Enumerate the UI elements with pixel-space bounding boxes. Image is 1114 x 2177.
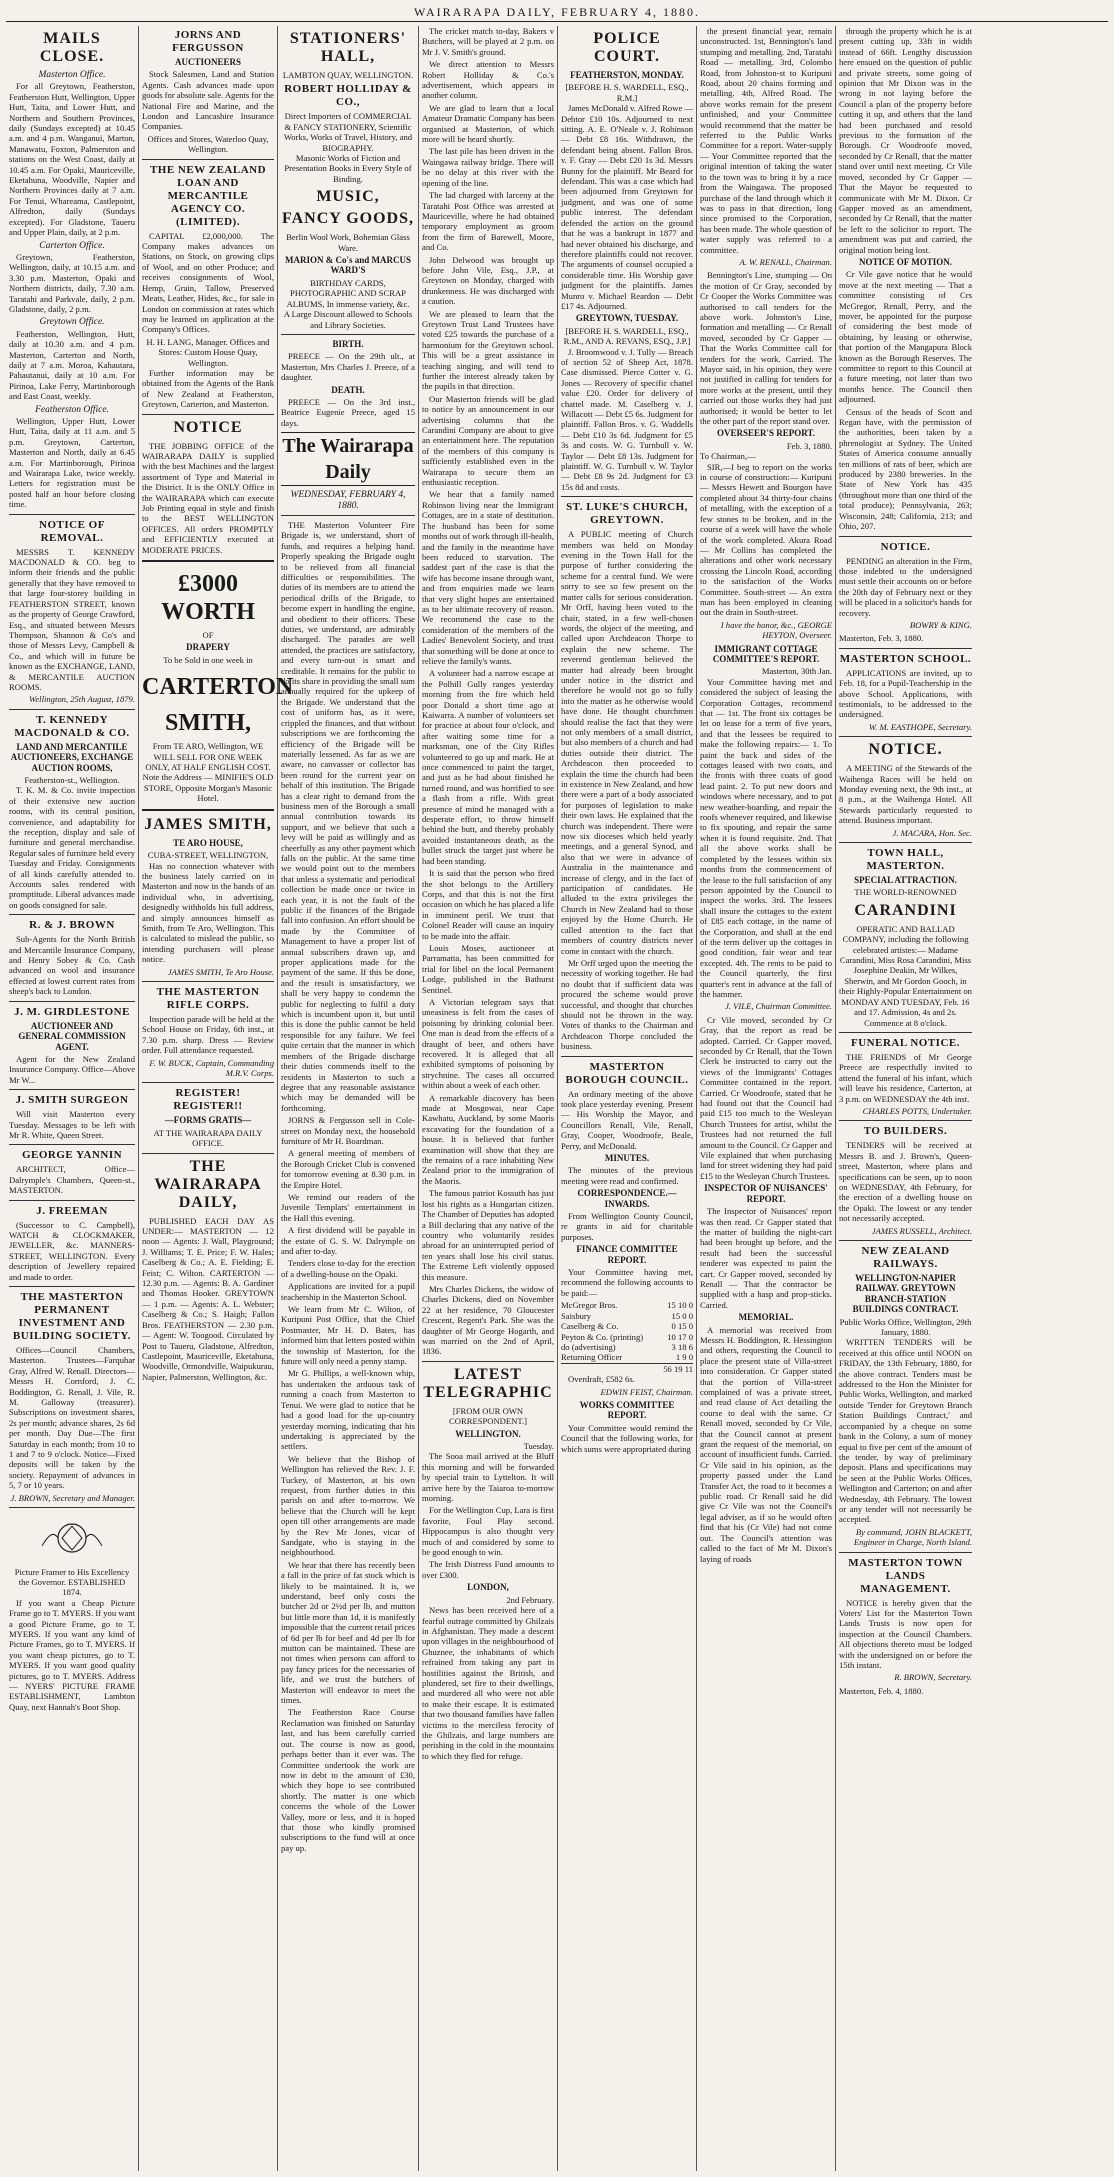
works-text: Your Committee would remind the Council that the following works, for which sums were appropriated during [561,1422,693,1454]
local-item: Tenders close to-day for the erection of a dwelling-house on the Opaki. [281,1258,415,1279]
carterton-mails-text: Greytown, Featherston, Wellington, daily, at 10.15 a.m. and 3.30 p.m. Masterton, Opaki and Northern districts, daily, 7.30 a.m. Taratahi and Parkvale, daily, 2 p.m. Gladstone, daily, 2 p.m. [9,251,135,314]
jorns-text: Stock Salesmen, Land and Station Agents. Cash advances made upon goods for absolute sale. Agents for the National Fire and Marine, and the London and Lancashire Insurance Companies. [142,69,274,132]
borough-council-heading: MASTERTON BOROUGH COUNCIL. [565,1060,689,1086]
nuisance-heading: INSPECTOR OF NUISANCES' REPORT. [704,1183,828,1204]
local-item: A Victorian telegram says that uneasiness is felt from the cases of poisoning by drinking colonial beer. One man is dead from the effects of a draught of beer, and others have recovered. It is alleged that all exhibited symptoms of poisoning by strychnine. The cases all occurred within about a week of each other. [422,996,554,1091]
building-society-text: Offices—Council Chambers, Masterton. Trustees—Farquhar Gray, Alfred W. Renall. Directors—Messrs H. Cornford, J. C. Boddington, G. Renall, J. Vile, R. M. Galloway (treasurer). Subscriptions on investment shares, 2s per month; advance shares, 2s 6d per month. Day Due—The first Saturday in each month; from 10 to 1 and 7 to 9 o'clock. Notice—Fixed deposits will be taken by the society. Repayment of advances in 5, 7 or 10 years. [9,1345,135,1491]
local-item: We are pleased to learn that the Greytown Trust Land Trustees have voted £25 towards the purchase of a harmonium for the Greytown school. This will be a great assistance in teaching singing, and will tend to further the interest already taken by the pupils in that direction. [422,308,554,392]
divider [9,709,135,710]
telegraphic-day: Tuesday. [523,1441,554,1451]
greytown-before: [BEFORE H. S. WARDELL, ESQ., R.M., AND A. REVANS, ESQ., J.P.] [563,325,691,347]
divider [9,1200,135,1201]
featherston-court-heading: FEATHERSTON, MONDAY. [570,70,684,80]
finance-heading: FINANCE COMMITTEE REPORT. [576,1244,678,1265]
featherston-before: [BEFORE H. S. WARDELL, ESQ., R.M.] [565,82,689,103]
carandini-text: OPERATIC AND BALLAD COMPANY, including the following celebrated artistes:— Madame Carandini, Miss Rosa Carandini, Miss Josephine Deakin, Mr Wilkes, Sherwin, and Mr Gordon Gooch, in their Highly-Popular Entertainment on MONDAY AND TUESDAY, Feb. 16 and 17. Admission, 4s and 2s. Commence at 8 o'clock. [839,923,972,1028]
school-heading: MASTERTON SCHOOL. [839,652,972,665]
girdlestone-text: Agent for the New Zealand Insurance Company. Office—Above Mr W... [9,1053,136,1085]
firm-notice-heading: NOTICE. [880,540,931,553]
local-item: Applications are invited for a pupil teachership in the Masterton School. [281,1281,415,1302]
finance-total: 56 19 11 [561,1363,693,1374]
removal-signature: Wellington, 25th August, 1879. [29,694,135,705]
overseer-date: Feb. 3, 1880. [786,440,832,451]
nzloan-text: CAPITAL £2,000,000. The Company makes advances on Stations, on Stock, on growing clips of Wool, and on other Produce; and receives consignments of Wool, Hemp, Grain, Tallow, Preserved Meats, Leather, Hides, &c., for sale in London on commission at rates which may be learned on application at the Company's Offices. [142,230,274,335]
birth-text: PREECE — On the 29th ult., at Masterton, Mrs Charles J. Preece, of a daughter. [281,351,415,383]
smith-heading: SMITH, [164,710,251,737]
greytown-court-text: J. Broomwood v. J. Tully — Breach of section 52 of Sheep Act, 1878. Case dismissed. Pierce Cotter v. G. Jones — Recovery of specific chattel value £20. Order for delivery of chattel made. M. Caselberg v. J. Willacott — Debt £5 6s. Judgment for plaintiff. Fallon Bros. v. G. Waddells — Debt £10 3s 6d. Judgment for £5 3s and costs. W. G. Turnbull v. W. Taylor — Debt £8 13s. Judgment for plaintiff. W. G. Turnbull v. W. Taylor — Debt £8 9s 2d. Judgment for £3 15s 8d and costs. [561,346,693,492]
building-society-signature: J. BROWN, Secretary and Manager. [10,1492,135,1503]
divider [839,536,972,537]
kennedy-subheading: LAND AND MERCANTILE AUCTIONEERS, EXCHANGE AUCTION ROOMS, [10,741,134,773]
local-item: Our Masterton friends will be glad to notice by an announcement in our advertising columns that the Carandini Company are about to give an entertainment here. The reputation of the members of this company is sufficiently established even in the Wairarapa to secure them an enthusiastic reception. [422,393,554,488]
telegraphic-text: News has been received here of a fearful outrage committed by Ghilzais in Afghanistan. They made a descent upon villages in the neighbourhood of Ghuznee, the inhabitants of which refrained from taking any part in hostilities against the British, and plundered, set fire to their dwellings, and murdered all who were not able to make their escape. It is estimated that two thousand families have fallen victims to the merciless ferocity of the Ghilzais, and large numbers are perishing in the cold in the mountains to which they fled for refuge. [422,1605,554,1761]
divider [9,1144,135,1145]
local-item: We direct attention to Messrs Robert Holliday & Co.'s advertisement, which appears in another column. [422,59,554,101]
mails-heading: MAILS CLOSE. [39,30,105,65]
finance-overdraft: Overdraft, £582 6s. [568,1374,635,1385]
correspondence-text: From Wellington County Council, re grants in aid for charitable purposes. [561,1211,693,1242]
council-continued: through the property which he is at present cutting up, 33ft in width instead of 66ft. Lengthy discussion here ensued on the question of public and private streets, some going of opinion that Mr Dixon was in the wrong in not laying before the Council a plan of the property before cutting it up, and others that the land had been purchased and resold previous to the formation of the Borough. Cr Woodroofe moved, seconded by Cr Renall, that the matter stand over until next meeting. Cr Vile moved, seconded by Cr Gapper — That the Mayor be requested to communicate with Mr M. Dixon. Cr Gapper moved as an amendment, seconded by Cr Renall, that the matter be left to the solicitor to report. The amendment was put and carried, the original motion being lost. [839,26,972,255]
column-2 [139,26,294,2171]
divider [142,1153,274,1154]
worth-sold: To be Sold in one week in [163,654,253,665]
columns [6,26,1108,2171]
kennedy-heading: T. KENNEDY MACDONALD & CO. [14,713,130,739]
cottage-discussion: Cr Vile moved, seconded by Cr Gray, that the report as read be adopted. Carried. Cr Gapper moved, seconded by Cr Renall, that the Town Clerk be instructed to carry out the views of the Immigrants' Cottages Committee contained in the report. Carried. Cr Woodroofe, stated that he had found out that the Council had paid £15 too much to the Wesleyan Church Trustees for artist, whilst the Trustees had not returned the full amount to the Council. Cr Gapper and Vile explained that when purchasing land for street widening they had paid £15 to the Wesleyan Church Trustees. [700,1014,832,1181]
featherston-court-text: James McDonald v. Alfred Rowe — Debtor £10 10s. Adjourned to next sitting. A. E. O'Neale v. J. Robinson — Debt £8 16s. Withdrawn, the defendant being absent. Fallon Bros. v. F. Gray — Debt £20 1s 3d. Messrs Bunny for the plaintiff. Mr Beard for defendant. This was a case which had been adjourned from Greytown for judgment, and was one of some public interest. The defendant defended the action on the ground that he was a bankrupt in 1877 and had never obtained his discharge, and therefore plaintiffs could not recover. The arguments of counsel occupied a considerable time. His Worship gave judgment for the plaintiffs. James Munro v. Michael Reardon — Debt £17 4s. Adjourned. [561,103,693,311]
nuisance-text: The Inspector of Nuisances' report was then read. Cr Gapper stated that the matter of building the night-cart had been brought up before, and the result had been the successful tenderer was expected to paint the cart. Cr Gapper moved, seconded by Renall — That the contractor be supplied with a hasp and prop-sticks. Carried. [700,1206,832,1310]
smith-address: Note the Address — MINIFIE'S OLD STORE, Opposite Morgan's Masonic Hotel. [142,772,274,804]
divider [839,842,972,843]
divider [561,496,693,497]
telegraphic-heading: LATEST TELEGRAPHIC [423,1365,553,1401]
finance-row: Peyton & Co. (printing) 10 17 0 [561,1331,693,1342]
works-signature: A. W. RENALL, Chairman. [739,256,832,267]
newspaper-title: The Wairarapa Daily [281,432,415,486]
greytown-mails-text: Featherston, Wellington, Hutt, daily at 10.30 a.m. and 4 p.m. Masterton, Carterton and North, daily at 7 a.m. Moroa, Kahautara, Pahautanui, daily at 10 a.m. For Pirinoa, Lake Ferry, Martinborough and East Coast, weekly. [9,328,135,402]
local-item: The famous patriot Kossuth has just lost his rights as a Hungarian citizen. The Chamber of Deputies has adopted a Bill declaring that any native of the country who voluntarily resides abroad for an uninterrupted period of ten years shall lose his civil status. The Extreme Left violently opposed this measure. [422,1188,554,1282]
divider [9,1001,135,1002]
brown-text: Sub-Agents for the North British and Mercantile Insurance Company, and Henry Sobey & Co. Cash advanced on wool and insurance effected at lowest current rates from sheep's back to London. [9,934,135,997]
yannin-heading: GEORGE YANNIN [21,1149,123,1162]
carterton-heading: CARTERTON [142,674,294,701]
stationers-subheading: LAMBTON QUAY, WELLINGTON. [282,70,414,80]
town-lands-heading: MASTERTON TOWN LANDS MANAGEMENT. [848,1556,963,1595]
local-item: We hear that there has recently been a fall in the price of fat stock which is likely to be maintained. It is, we understand, beef only costs the butcher 2d or 2½d per lb, and mutton but little more than 1d, it is manifestly impossible that the current retail prices of 6d per lb for beef and 4d per lb for mutton can be maintained. These are not times when persons can afford to pay fancy prices for the necessaries of life, and we trust the butchers of Masterton will endeavor to meet the times. [281,1559,415,1706]
railways-signature: By command, JOHN BLACKETT, Engineer in Charge, North Island. [853,1526,972,1548]
divider [9,1507,135,1508]
builders-text: TENDERS will be received at Messrs B. and J. Brown's, Queen-street, Masterton, where plans and specifications can be seen, up to noon on WEDNESDAY, 4th February, for the erection of a dwelling house on the Opaki. The lowest or any tender not necessarily accepted. [839,1140,972,1224]
fancy-goods-heading: FANCY GOODS, [282,210,414,228]
carterton-office-heading: Carterton Office. [39,240,105,251]
telegraphic-text: The Irish Distress Fund amounts to over £300. [422,1559,554,1580]
james-smith-heading: JAMES SMITH, [144,815,272,833]
brown-heading: R. & J. BROWN [29,919,115,932]
holliday-subheading: Direct Importers of COMMERCIAL & FANCY STATIONERY, Scientific Works, Works of Travel, History, and BIOGRAPHY. [283,111,413,153]
royal-crest-icon [9,1516,135,1560]
nzloan-signature: H. H. LANG, Manager. Offices and Stores: Custom House Quay, Wellington. [146,336,270,368]
removal-heading: NOTICE OF REMOVAL. [39,518,105,544]
divider [422,1361,554,1362]
yannin-text: ARCHITECT, Office—Dalrymple's Chambers, Queen-st., MASTERTON. [9,1164,135,1196]
cuba-signature: JAMES SMITH, Te Aro House. [167,966,274,977]
column-4 [419,26,558,2171]
greytown-office-heading: Greytown Office. [39,317,105,328]
stewards-notice-heading: NOTICE. [868,741,943,759]
divider [839,648,972,649]
picture-framer-text: Picture Framer to His Excellency the Governor. ESTABLISHED 1874. [14,1566,130,1598]
school-signature: W. M. EASTHOPE, Secretary. [868,721,972,732]
telegraphic-text: For the Wellington Cup, Lara is first favorite, Foul Play second. Hippocampus is also thought very much of and considered by some to be good enough to win. [422,1505,554,1558]
smith-surgeon-text: Will visit Masterton every Tuesday. Messages to be left with Mr R. White, Queen Street. [9,1109,135,1140]
cottage-date: Masterton, 30th Jan. [761,666,832,677]
birth-heading: BIRTH. [332,338,364,349]
column-6 [697,26,836,2171]
funeral-text: THE FRIENDS of Mr George Preece are respectfully invited to attend the funeral of his infant, which will leave his residence, Carterton, at 3 p.m. on WEDNESDAY the 4th inst. [839,1051,972,1104]
works-discussion: Bennington's Line, stumping — On the motion of Cr Gray, seconded by Cr Cooper the Works Committee was authorised to call tenders for the above work. Johnston's Line, formation and metalling — Cr Renall moved, seconded by Cr Gapper — That the Works Committee call for tenders for the work. Carried. The Mayor said, in his opinion, they were not justified in calling for tenders for more works at the present, until they carried out those works they had just authorised; it would be better to let the other part of the report stand over. [700,270,832,427]
divider [839,1120,972,1121]
column-1 [6,26,139,2171]
telegraphic-text: The Sooa mail arrived at the Bluff this morning and will be forwarded by special train to Lyttelton. It will arrive here by the Taiaroa to-morrow morning. [422,1451,554,1504]
local-item: We believe that the Bishop of Wellington has relieved the Rev. J. F. Tuckey, of Masterton, at his own request, from further duties in this parish on and after to-morrow. We believe that the Church will be kept open till other arrangements are made by the Rev Mr Jones, vicar of Sandgate, who is staying in the neighbourhood. [281,1453,415,1558]
notice-of-motion-text: Cr Vile gave notice that he would move at the next meeting — That a committee consisting of Crs McGregor, Renall, Perry, and the mover, be appointed for the purpose of considering the best mode of obtaining, by leasing or otherwise, that portion of the Mangapura Block known as the Borough Reserves. The committee to report to this Council at a future meeting, not later than two months hence. The Council then adjourned. [839,269,972,405]
editorial-text: THE Masterton Volunteer Fire Brigade is, we understand, short of funds, and requires a helping hand. Properly speaking the Brigade ought to be relieved from all financial difficulties or responsibilities. The duties of its members are to attend the periodical drills of the Brigade, to become expert in handling the engine, and obedient to their officers. These duties, we understand, are admirably discharged. The parades are well attended, the practices are satisfactory, and every turn-out is smart and creditable. It remains for the public to do its share in providing the small sum annually required for the upkeep of the Brigade. We understand that the cost of uniform has, as it were, crippled the finances, and that without subscriptions we are forthcoming the efficiency of the Brigade will be materially lessened. As far as we are aware, no canvasser or collector has been round for the current year on behalf of this institution. The Brigade has a clear right to demand from the business men of the Borough a small annual contribution towards its support, and we believe that such a levy will be paid as willingly and as cheerfully as any other payment which falls on the public. At the same time we would point out to the members that unless a systematic and periodical collection be made once or twice in each year, it is not the fault of the public if the finances of the Brigade fall into confusion. An effort should be made by the Committee of Management to have a proper list of annual subscribers drawn up, and proper applications made for the payment of the same. If this be done, and the result is unsatisfactory, we shall be very happy to condemn the public for neglecting to fulfil a duty which is incumbent upon it, but until this is done the public cannot be held responsible for any failure. We feel quite certain that the manner in which members of the Brigade discharge their duties commends itself to the residents in Masterton to such a degree that any reasonable assistance which may be demanded will be forthcoming. [281,519,415,1113]
rifle-heading: THE MASTERTON RIFLE CORPS. [156,985,260,1011]
marion-footer: A Large Discount allowed to Schools and Library Societies. [283,309,413,330]
removal-text: MESSRS T. KENNEDY MACDONALD & CO. beg to inform their friends and the public generally that they have removed to that large four-storey building in FEATHERSTON STREET, known as the property of George Crawford, Esq., and situated between Messrs Thompson, Shannon & Co's and those of Messrs Levy, Campbell & Co., and which will in future be known as the EXCHANGE, LAND, & MERCANTILE AUCTION ROOMS. [9,546,135,692]
cottage-text: Your Committee having met and considered the subject of leasing the Corporation Cottages, recommend that — 1st. The front six cottages be let on lease for a term of five years, and that the lessees be required to make the following repairs:— 1. To paint the back and sides of the cottages leased with two coats, and the fronts with three coats of good lead paint. 2. To put new doors and windows where necessary, and to put new weather-boarding, and repair the roofs whenever required, and likewise to fix spouting, and repair the same when it is found requisite. 2nd. That all the above works shall be completed by the lessees within six months from the commencement of the lease to the full satisfaction of any person appointed by the Council to inspect the works. 3rd. The lessees shall insure the cottages to the extent of £85 each cottage, in the name of the Corporation, and shall at the end of the term deliver up the cottages in good condition, fair wear and tear excepted. 4th. The rents to be paid to the Council quarterly, the first quarter's rent in advance at the fall of the hammer. [700,676,832,999]
railways-text: WRITTEN TENDERS will be received at this office until NOON on FRIDAY, the 13th February, 1880, for the above contract. Tenders must be addressed to the Hon the Minister for Public Works, Wellington, and marked outside 'Tender for Greytown Branch Station Buildings Contract,' and accompanied by a cheque on some bank in the Colony, a sum of money equal to five per cent of the amount of the tender, by way of preliminary deposit. Plans and specifications may be seen at the Public Works Offices, Wellington and Carterton; on and after Wednesday, 4th February. The lowest or any tender will not necessarily be accepted. [839,1337,972,1525]
cuba-street: CUBA-STREET, WELLINGTON, [147,850,269,861]
divider [839,1552,972,1553]
masterton-office-heading: Masterton Office. [38,70,106,80]
works-continued: the present financial year, remain unconstructed. 1st, Bennington's land stumping and metalling. 2nd, Taratahi Road — metalling. 3rd, Colombo Road, from Johnston-st to Kuripuni Road, about 20 chains forming and metalling. 4th, Alfred Road. The above works remain for the present unfinished, and your Committee would recommend that the matter be referred to the Public Works Committee for a report. Water-supply — Your Committee reported that the original intention of taking the water to the town was to bring it by a race from the Waingawa. The proposed purchase of the land through which it was to pass in that direction, long since promised to the Corporation, has been made. The whole question of water supply was referred to a committee. [700,26,832,255]
divider [9,1286,135,1287]
telegraphic-wellington: WELLINGTON. [455,1428,521,1439]
kennedy-text: T. K. M. & Co. invite inspection of their extensive new auction rooms, with its central position, convenience, and adaptability for the reception, display and sale of furniture and general merchandise. Regular sales of furniture held every Tuesday and Friday. Consignments of all kinds carefully attended to. Accounts sales rendered with promptitude. Liberal advances made on goods consigned for sale. [9,785,135,910]
jorns-signature: Offices and Stores, Waterloo Quay, Wellington. [147,133,269,155]
memorial-heading: MEMORIAL. [738,1312,794,1323]
girdlestone-heading: J. M. GIRDLESTONE [14,1005,130,1018]
cottage-heading: IMMIGRANT COTTAGE COMMITTEE'S REPORT. [712,643,820,664]
divider [839,736,972,737]
finance-row: Saisbury 15 0 0 [561,1310,693,1321]
forms-text: AT THE WAIRARAPA DAILY OFFICE. [153,1127,263,1149]
divider [142,1082,274,1083]
local-item: A remarkable discovery has been made at Mosgowai, near Cape Kawhatu, Auckland, by some Maoris excavating for the foundation of a house. It is believed that further examination will show that they are the remains of a race inhabiting New Zealand prior to the immigration of the Maoris. [422,1092,554,1186]
railways-heading: NEW ZEALAND RAILWAYS. [861,1245,950,1270]
nzloan-footer: Further information may be obtained from the Agents of the Bank of New Zealand at Featherston, Greytown, Carterton, and Masterton. [142,367,274,410]
newspaper-page [6,4,1108,2173]
borough-council-text: An ordinary meeting of the above took place yesterday evening. Present — His Worship the Mayor, and Councillors Renall, Vile, Renall, Gray, Cooper, Woodroofe, Beale, Perry, and McDonald. [561,1088,693,1151]
police-court-heading: POLICE COURT. [593,30,661,65]
builders-heading: TO BUILDERS. [863,1125,948,1138]
finance-row: do (advertising) 3 18 6 [561,1341,693,1352]
local-item: A volunteer had a narrow escape at the Polhill Gully ranges yesterday morning from the fire which held poor Donald a short time ago at Kaiwarra. A number of volunteers set for practice at about four o'clock, and after waiting some time for a marksman, one of the City Rifles volunteered to go up and mark. He at once commenced to paint the target, and just as he had about finished he turned round, and was horrified to see a flash from a rifle. With great presence of mind he managed with a desperate effort, to throw himself behind the butt, and thereby probably avoided instantaneous death, as the bullet struck the target just where he had been standing. [422,668,554,866]
finance-signature: EDWIN FEIST, Chairman. [600,1386,693,1397]
cottage-signature: J. VILE, Chairman Committee. [725,1001,832,1012]
town-hall-heading: TOWN HALL, MASTERTON. [866,847,945,873]
stewards-notice-signature: J. MACARA, Hon. Sec. [892,827,972,838]
local-item: We learn from Mr C. Wilton, of Kuripuni Post Office, that the Chief Postmaster, Mr H. D. Bates, has informed him that letters posted within the township of Masterton, for the future will only need a penny stamp. [281,1304,415,1367]
notice-of-motion-heading: NOTICE OF MOTION. [859,256,952,267]
local-item: We remind our readers of the Juvenile Templars' entertainment in the Hall this evening. [281,1191,415,1223]
local-item: John Delwood was brought up before John Vile, Esq., J.P., at Greytown on Monday, charged with drunkenness. He was discharged with a caution. [422,254,554,307]
worth-of: OF [202,630,214,641]
paper-date: WEDNESDAY, FEBRUARY 4, 1880. [290,490,406,511]
local-item: Mr G. Phillips, a well-known whip, has undertaken the arduous task of running a coach from Masterton to Tenui. We were glad to notice that he had a good load for the up-country yesterday morning, indicating that his undertaking is appreciated by the settlers. [281,1368,415,1452]
local-item: We hear that a family named Robinson living near the Immigrant Cottages, are in a state of destitution. The husband has been for some months out of work through ill-health, and the family in the meantime have been reduced to starvation. The saddest part of the case is that the wife has become insane through want, and from enquiries made we learn that very slight hopes are entertained as to her ultimate recovery of reason. We recommend the case to the consideration of the members of the Ladies' Benevolent Society, and trust that something will be done at once to relieve the family's wants. [422,489,554,666]
finance-row: Returning Officer 1 9 0 [561,1352,693,1363]
minutes-text: The minutes of the previous meeting were read and confirmed. [561,1165,693,1186]
kennedy-address: Featherston-st., Wellington. [24,774,120,785]
census-text: Census of the heads of Scott and Regan have, with the permission of the authorities, been taken by a phrenologist at Sydney. The United States of America consume annually ten millions of rats of beer, which are produced by 2380 breweries. In the State of New York has 435 (throughout more than one third of the total produce); Pennsylvania, 263; Wisconsin, 248; California, 213; and Ohio, 207. [839,406,972,532]
column-7 [836,26,975,2171]
greytown-court-heading: GREYTOWN, TUESDAY. [575,313,679,324]
st-lukes-text: A PUBLIC meeting of Church members was held on Monday evening in the Town Hall for the purpose of further considering the scheme for a central fund. We were sorry to see so few present on the matter calls for serious consideration. Mr Orff, having been voted to the chair, stated, in a few well-chosen words, the object of the meeting, and called upon Archdeacon Thorpe to explain the new scheme. The reverend gentleman believed the matter had already been brought under notice in the district and therefore he would not go so fully into the matter as he otherwise would have done. He thought churchmen should realise the fact that they were not only members of a small district, but also members of a church and had duties outside their district. The Archdeacon then proceeded to explain the time the church had been in existence in New Zealand, and how there were a part of a body associated for purposes of legislation to make their own laws. He explained that the church was independent. There were now six dioceses which held yearly meetings, and a general Synod, and also that we were in advance of Australia in the maintenance and increase of clergy, and in the fact of participation of candidates. He alluded to the extra privileges the Church in New Zealand had to those enjoyed by the Home Church. He called attention to the fact that members of country districts never come in contact with the church. [561,529,693,956]
fancy-subheading: Berlin Wool Work, Bohemian Glass Ware. [286,232,410,253]
st-lukes-text: Mr Orff urged upon the meeting the necessity of working together. He had no doubt that if sufficient data was procured the scheme would prove successful, and thought that churches should not be thrown in the way. Votes of thanks to the Chairman and Archdeacon Thorpe concluded the business. [561,957,693,1052]
death-text: PREECE — On the 3rd inst., Beatrice Eugenie Preece, aged 15 days. [281,396,415,428]
school-text: APPLICATIONS are invited, up to Feb. 18, for a Pupil-Teachership in the above School. Applications, with testimonials, to be addressed to the undersigned. [839,667,972,720]
rifle-text: Inspection parade will be held at the School House on Friday, 6th inst., at 7.30 p.m. sharp. Dress — Review order. Full attendance requested. [142,1013,274,1056]
masterton-mails-text: For all Greytown, Featherston, Featherston Hutt, Wellington, Upper Hutt, Taita, and Lower Hutt, and Northern and Southern Provinces, daily (Sundays excepted) at 10.45 a.m. and 4 p.m. Wanganui, Marton, Manawatu, Foxton, Palmerston and stations on the West Coast, daily at 10.45 a.m. For Opaki, Mauriceville, Eketahuna, Woodville, Napier and Northern Provinces daily at 7 a.m. For Tenui, Whareama, Castlepoint, Alfredton, daily (Sundays excepted). For Gladstone, Taueru and Upper Plain, daily, at 2 p.m. [9,81,135,238]
correspondence-heading: CORRESPONDENCE.—INWARDS. [577,1188,677,1209]
firm-notice-date: Masterton, Feb. 3, 1880. [839,633,924,644]
marion-subheading: BIRTHDAY CARDS, PHOTOGRAPHIC AND SCRAP ALBUMS, In immense variety, &c. [286,277,410,309]
featherston-office-heading: Featherston Office. [35,404,109,415]
stationers-heading: STATIONERS' HALL, [289,30,407,65]
holliday-text: Masonic Works of Fiction and Presentation Books in Every Style of Binding. [284,153,412,184]
local-item: Mrs Charles Dickens, the widow of Charles Dickens, died on November 22 at her residence, 70 Gloucester Crescent, Regent's Park. She was the daughter of Mr George Hogarth, and was married on the 2nd of April, 1836. [422,1283,554,1357]
carandini-heading: CARANDINI [854,901,957,919]
carandini-subheading: THE WORLD-RENOWNED [854,887,957,898]
girdlestone-subheading: AUCTIONEER AND GENERAL COMMISSION AGENT. [18,1020,126,1052]
jobbing-notice-text: THE JOBBING OFFICE of the WAIRARAPA DAILY is supplied with the best Machines and the largest assortment of Type and Material in the District. It is the ONLY Office in the WAIRARAPA which can execute Job Printing equal in style and finish to the BEST WELLINGTON OFFICES. All orders PROMPTLY and EFFICIENTLY executed at MODERATE PRICES. [142,440,274,555]
column-5 [558,26,697,2171]
forms-heading: —FORMS GRATIS— [164,1115,252,1126]
builders-signature: JAMES RUSSELL, Architect. [871,1225,972,1236]
divider [839,1240,972,1241]
divider [561,1056,693,1057]
funeral-heading: FUNERAL NOTICE. [851,1036,960,1049]
local-item: Louis Moses, auctioneer at Parramatta, has been committed for trial for libel on the local Permanent Lodge, published in the Bathurst Sentinel. [422,942,554,995]
myers-text: If you want a Cheap Picture Frame go to T. MYERS. If you want a good Picture Frame, go to T. MYERS. If you want any kind of Picture Frames, go to T. MYERS. If you want cheap pictures, go to T. MYERS. If you want good quality pictures, go to T. MYERS. Address — NYERS' PICTURE FRAME ESTABLISHMENT, Lambton Quay, next Hannah's Boot Shop. [9,1597,135,1712]
smith-subheading: From TE ARO, Wellington, WE WILL SELL FOR ONE WEEK ONLY, AT HALF ENGLISH COST. [145,741,271,773]
cuba-text: Has no connection whatever with the business lately carried on in Masterton and now in the hands of an individual who, in advertising, designedly withholds his full address, and simply announces himself as Smith, from Te Aro, Wellington. This is calculated to mislead the public, so intending purchasers will please notice. [142,860,274,965]
overseer-text: SIR,—I beg to report on the works in course of construction:— Kuripuni — Messrs Hewett and Bourgon have completed about 34 thirty-four chains of metalling, with the exception of a few stones to be broken, and in the course of a week will have the whole of the work completed. Akura Road — Mr Collins has completed the alterations and other work necessary crossing the Lincoln Road, according to the satisfaction of the Works Committee. South-street — An extra man has been employed in cleaning out the drain in South-street. [700,461,832,618]
overseer-signature: I have the honor, &c., GEORGE HEYTON, Overseer. [720,619,832,641]
divider [142,809,274,811]
jobbing-notice-heading: NOTICE [173,418,243,436]
funeral-signature: CHARLES POTTS, Undertaker. [862,1105,972,1116]
freeman-heading: J. FREEMAN [36,1204,108,1217]
overseer-to: To Chairman,— [700,451,756,462]
wairarapa-daily-heading: THE WAIRARAPA DAILY, [154,1157,262,1211]
rifle-signature: F. W. BUCK, Captain, Commanding M.R.V. Corps. [149,1057,274,1078]
te-aro-heading: TE ARO HOUSE, [173,837,243,848]
divider [9,514,135,515]
featherston-mails-text: Wellington, Upper Hutt, Lower Hutt, Taita, daily at 11 a.m. and 5 p.m. Greytown, Carterton, Masterton and North, daily at 6.45 a.m. For Martinborough, Pirinoa and Wairarapa Lake, twice weekly. Letters for registration must be posted half an hour before closing time. [9,416,135,510]
masthead [6,4,1108,22]
freeman-text: (Successor to C. Campbell), WATCH & CLOCKMAKER, JEWELLER, &c. MANNERS-STREET, WELLINGTON. Every description of Jewellery repaired and made to order. [9,1219,135,1282]
memorial-text: A memorial was received from Messrs H. Boddington, R. Hessington and others, requesting the Council to place the present state of Villa-street into consideration. Cr Gapper stated that the portion of Villa-street complained of was a private street, and read clause of Act detailing the course to deal with the same. Cr Renall moved, seconded by Cr Vile, that the Council cannot at present grant the request of the memorial, on account of insufficient funds. Carried. Cr Vile said in his opinion, as the property passed under the Land Transfer Act, the road to it becomes a public road. Cr Renall said he did give Cr Vile was not the Council's legal adviser, as if so he would often find that his (Cr Vile) had not come out. The Council's attention was called to the fact of Mr M. Dixon's laying of roads [700,1324,832,1564]
telegraphic-subheading: [FROM OUR OWN CORRESPONDENT.] [449,1405,527,1427]
local-item: JORNS & Fergusson sell in Cole-street on Monday next, the household furniture of Mr H. Boardman. [281,1115,415,1146]
jorns-heading: JORNS AND FERGUSSON [172,29,244,54]
local-item: The Featherston Race Course Reclamation was finished on Saturday last, and has been carefully carried out. The course is now as good, perhaps better than it ever was. The Committee undertook the work are now in debt to the amount of £30, which they hope to see contributed shortly. The matter is one which concerns the whole of the Lower Valley, more or less, and it is hoped that those who kindly promised subscriptions to the fund will at once pay up. [281,1707,415,1853]
stewards-notice-text: A MEETING of the Stewards of the Waihenga Races will be held on Monday evening next, the 9th inst., at 8 p.m., at the Waihenga Hotel. All Stewards particularly requested to attend. Business important. [839,763,972,826]
jorns-subheading: AUCTIONEERS [174,57,241,67]
finance-row: Caselberg & Co. 0 15 0 [561,1321,693,1332]
divider [281,515,415,516]
local-item: The lad charged with larceny at the Taratahi Post Office was arrested at Mauriceville, where he had obtained temporary employment as groom from the firm of Barewell, Moore, and Co. [422,190,554,253]
minutes-heading: MINUTES. [604,1153,650,1163]
divider [142,981,274,982]
telegraphic-date: 2nd February. [506,1594,554,1605]
death-heading: DEATH. [331,384,365,395]
special-attraction-heading: SPECIAL ATTRACTION. [854,875,957,886]
railways-subheading: WELLINGTON-NAPIER RAILWAY. GREYTOWN BRANCH-STATION BUILDINGS CONTRACT. [852,1273,959,1315]
marion-heading: MARION & Co's and MARCUS WARD'S [284,255,411,276]
local-item: It is said that the person who fired the shot belongs to the Artillery Corps, and that this is not the first occasion on which he has placed a life in imminent peril. We trust that Colonel Reader will cause an inquiry to be made into the affair. [422,868,554,941]
divider [142,414,274,415]
wairarapa-daily-text: PUBLISHED EACH DAY AS UNDER:— MASTERTON — 12 noon — Agents: J. Wall, Playground; J. Williams; T. E. Price; F. W. Hales; Caselberg & Co.; A. E. Fielding; E. Feist; C. Wilton. CARTERTON — 12.30 p.m. — Agents: B. A. Gardiner and Thomas Hooker. GREYTOWN — 1 p.m. — Agents: A. L. Webster; Caselberg & Co.; S. Haigh; Fallon Bros. FEATHERSTON — 2.30 p.m. — Agent: W. Toogood. Circulated by Post to Taueru, Gladstone, Alfredton, Castlepoint, Mauriceville, Eketahuna, Woodville, Ormondville, Waipukurau, Napier, Palmerston, Wellington, &c. [142,1215,274,1382]
divider [142,159,274,160]
smith-surgeon-heading: J. SMITH SURGEON [15,1094,129,1107]
local-item: A general meeting of members of the Borough Cricket Club is convened for tomorrow evening at 8.30 p.m. in the Empire Hotel. [281,1148,415,1190]
town-lands-text: NOTICE is hereby given that the Voters' List for the Masterton Town Lands Trusts is now open for inspection at the Council Chambers. All objections thereto must be lodged with the undersigned on or before the 15th instant. [839,1597,972,1670]
works-heading: WORKS COMMITTEE REPORT. [579,1399,675,1421]
divider [839,1032,972,1033]
railways-office: Public Works Office, Wellington, 29th January, 1880. [839,1316,972,1338]
telegraphic-london: LONDON, [467,1582,509,1593]
divider [9,914,135,915]
masthead-title: WAIRARAPA DAILY, FEBRUARY 4, 1880. [413,5,701,19]
divider [281,334,415,335]
firm-notice-signature: BOWRY & KING. [909,619,972,630]
town-lands-date: Masterton, Feb. 4, 1880. [839,1685,924,1696]
worth-drapery: DRAPERY [186,642,230,653]
music-heading: MUSIC, [316,188,380,206]
finance-table [561,1300,693,1374]
finance-row: McGregor Bros. 15 10 0 [561,1300,693,1311]
holliday-heading: ROBERT HOLLIDAY & CO., [284,83,412,109]
finance-text: Your Committee having met, recommend the following accounts to be paid:— [561,1267,693,1298]
worth-heading: £3000 WORTH [161,571,255,626]
register-heading: REGISTER! REGISTER!! [173,1087,243,1113]
st-lukes-heading: ST. LUKE'S CHURCH, GREYTOWN. [566,501,688,527]
column-3 [278,26,419,2171]
local-item: A first dividend will be payable in the estate of G. S. W. Dalrymple on and after to-day. [281,1225,415,1256]
local-item: We are glad to learn that a local Amateur Dramatic Company has been organised at Masterton, of which more will be heard shortly. [422,102,554,145]
firm-notice-text: PENDING an alteration in the Firm, those indebted to the undersigned must settle their accounts on or before the 20th day of February next or they will be placed in a solicitor's hands for recovery. [839,555,972,618]
local-item: The last pile has been driven in the Waingawa railway bridge. There will be no delay at this river with the opening of the line. [422,146,554,188]
building-society-heading: THE MASTERTON PERMANENT INVESTMENT AND BUILDING SOCIETY. [12,1291,132,1342]
local-item: The cricket match to-day, Bakers v Butchers, will be played at 2 p.m. on Mr J. V. Smith's ground. [422,26,554,57]
nzloan-heading: THE NEW ZEALAND LOAN AND MERCANTILE AGENCY CO. (LIMITED). [149,163,267,228]
town-lands-signature: R. BROWN, Secretary. [894,1672,972,1683]
overseer-heading: OVERSEER'S REPORT. [716,428,816,439]
divider [142,560,274,562]
divider [9,1089,135,1090]
